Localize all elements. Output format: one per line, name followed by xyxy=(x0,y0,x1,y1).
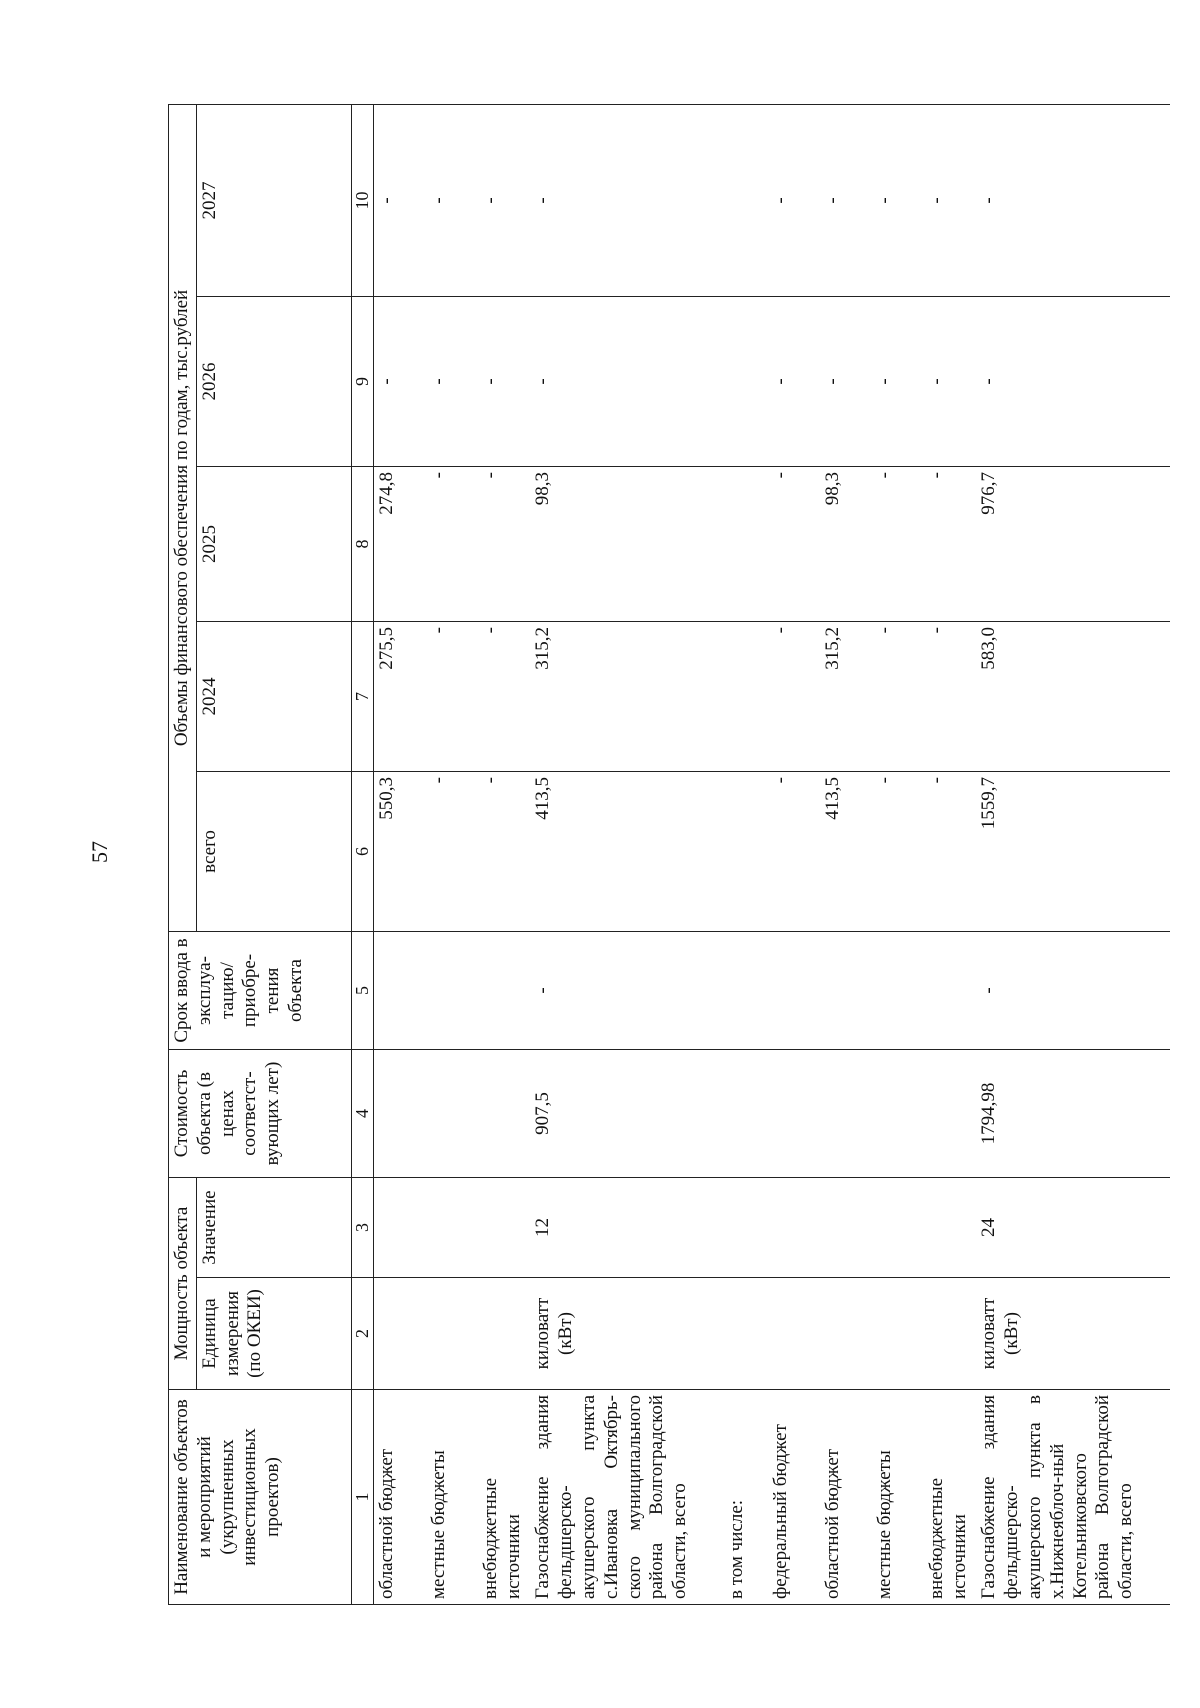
row-name: областной бюджет xyxy=(820,1390,872,1605)
row-term xyxy=(478,932,530,1050)
table-container xyxy=(168,105,1198,1605)
row-2025: - xyxy=(478,467,530,622)
header-total: всего xyxy=(196,772,351,932)
row-value xyxy=(924,1178,976,1278)
row-value: 24 xyxy=(976,1178,1170,1278)
row-name: в том числе: xyxy=(724,1390,768,1605)
row-2024: 275,5 xyxy=(374,622,427,772)
column-number: 4 xyxy=(351,1050,374,1178)
row-cost xyxy=(478,1050,530,1178)
table-row xyxy=(724,105,768,1605)
row-value xyxy=(426,1178,478,1278)
row-2027 xyxy=(724,105,768,297)
row-value xyxy=(374,1178,427,1278)
header-cost: Стоимость объекта (в ценах соответст-вующих лет) xyxy=(169,1050,352,1178)
page-number: 57 xyxy=(87,841,112,863)
row-term xyxy=(426,932,478,1050)
row-total: 413,5 xyxy=(530,772,724,932)
row-term xyxy=(768,932,820,1050)
row-2027: - xyxy=(530,105,724,297)
table-row xyxy=(530,105,724,1605)
header-value: Значение xyxy=(196,1178,351,1278)
row-total: - xyxy=(924,772,976,932)
row-cost xyxy=(426,1050,478,1178)
row-2024: 583,0 xyxy=(976,622,1170,772)
row-2024: 315,2 xyxy=(530,622,724,772)
row-total: 550,3 xyxy=(374,772,427,932)
row-term xyxy=(374,932,427,1050)
row-2025: - xyxy=(924,467,976,622)
row-name: местные бюджеты xyxy=(426,1390,478,1605)
row-2027: - xyxy=(820,105,872,297)
row-name: внебюджетные источники xyxy=(924,1390,976,1605)
row-2027: - xyxy=(478,105,530,297)
row-name: федеральный бюджет xyxy=(768,1390,820,1605)
row-term: - xyxy=(530,932,724,1050)
row-2027: - xyxy=(976,105,1170,297)
row-term xyxy=(820,932,872,1050)
column-number: 8 xyxy=(351,467,374,622)
row-unit xyxy=(924,1278,976,1390)
header-year-2024: 2024 xyxy=(196,622,351,772)
row-2024: - xyxy=(768,622,820,772)
row-unit: киловатт (кВт) xyxy=(530,1278,724,1390)
row-unit xyxy=(478,1278,530,1390)
row-2026: - xyxy=(924,297,976,467)
header-unit: Единица измерения (по ОКЕИ) xyxy=(196,1278,351,1390)
row-cost xyxy=(724,1050,768,1178)
row-2025: 98,3 xyxy=(530,467,724,622)
row-unit xyxy=(426,1278,478,1390)
row-cost: 907,5 xyxy=(530,1050,724,1178)
row-cost xyxy=(820,1050,872,1178)
header-year-2026: 2026 xyxy=(196,297,351,467)
header-row-1 xyxy=(169,105,197,1605)
table-body xyxy=(351,105,1170,1605)
row-total: - xyxy=(768,772,820,932)
row-2025: 274,8 xyxy=(374,467,427,622)
header-power-group: Мощность объекта xyxy=(169,1178,197,1390)
row-2026: - xyxy=(374,297,427,467)
row-2025: 98,3 xyxy=(820,467,872,622)
row-2026: - xyxy=(426,297,478,467)
header-term: Срок ввода в эксплуа-тацию/ приобре-тения объекта xyxy=(169,932,352,1050)
column-number: 7 xyxy=(351,622,374,772)
row-2024: - xyxy=(478,622,530,772)
row-value xyxy=(872,1178,924,1278)
row-term xyxy=(724,932,768,1050)
row-term: - xyxy=(976,932,1170,1050)
row-total: 1559,7 xyxy=(976,772,1170,932)
row-2027: - xyxy=(872,105,924,297)
header-year-2025: 2025 xyxy=(196,467,351,622)
row-term xyxy=(924,932,976,1050)
row-2026 xyxy=(724,297,768,467)
header-row-2 xyxy=(196,105,351,1605)
row-total: - xyxy=(478,772,530,932)
row-unit xyxy=(724,1278,768,1390)
row-2026: - xyxy=(478,297,530,467)
row-name: местные бюджеты xyxy=(872,1390,924,1605)
header-year-2027: 2027 xyxy=(196,105,351,297)
row-cost xyxy=(374,1050,427,1178)
table-row xyxy=(768,105,820,1605)
row-total: 413,5 xyxy=(820,772,872,932)
row-value xyxy=(724,1178,768,1278)
row-2027: - xyxy=(924,105,976,297)
row-name: внебюджетные источники xyxy=(478,1390,530,1605)
column-numbers-row xyxy=(351,105,374,1605)
table-row xyxy=(426,105,478,1605)
row-2024 xyxy=(724,622,768,772)
row-2026: - xyxy=(530,297,724,467)
table-row xyxy=(478,105,530,1605)
row-2027: - xyxy=(374,105,427,297)
row-unit xyxy=(820,1278,872,1390)
row-total xyxy=(724,772,768,932)
column-number: 5 xyxy=(351,932,374,1050)
row-2026: - xyxy=(820,297,872,467)
header-finance-group: Объемы финансового обеспечения по годам, тыс.рублей xyxy=(169,105,197,932)
row-cost xyxy=(872,1050,924,1178)
row-2026: - xyxy=(976,297,1170,467)
row-value: 12 xyxy=(530,1178,724,1278)
row-2024: 315,2 xyxy=(820,622,872,772)
row-2025: - xyxy=(426,467,478,622)
table-row xyxy=(924,105,976,1605)
row-value xyxy=(768,1178,820,1278)
row-term xyxy=(872,932,924,1050)
row-total: - xyxy=(872,772,924,932)
row-2026: - xyxy=(768,297,820,467)
row-cost xyxy=(768,1050,820,1178)
row-total: - xyxy=(426,772,478,932)
row-2025: - xyxy=(872,467,924,622)
row-2027: - xyxy=(768,105,820,297)
table-row xyxy=(872,105,924,1605)
table-row xyxy=(374,105,427,1605)
row-2025 xyxy=(724,467,768,622)
row-name: областной бюджет xyxy=(374,1390,427,1605)
row-2024: - xyxy=(924,622,976,772)
row-name: Газоснабжение здания фельдшерско-акушерского пункта с.Ивановка Октябрь-ского муниципального района Волгоградской области, всего xyxy=(530,1390,724,1605)
row-2024: - xyxy=(426,622,478,772)
column-number: 2 xyxy=(351,1278,374,1390)
row-2025: - xyxy=(768,467,820,622)
row-2027: - xyxy=(426,105,478,297)
column-number: 6 xyxy=(351,772,374,932)
row-value xyxy=(478,1178,530,1278)
row-2024: - xyxy=(872,622,924,772)
table-row xyxy=(976,105,1170,1605)
table-row xyxy=(820,105,872,1605)
column-number: 3 xyxy=(351,1178,374,1278)
row-unit xyxy=(374,1278,427,1390)
row-unit xyxy=(872,1278,924,1390)
financing-table xyxy=(168,104,1170,1605)
column-number: 10 xyxy=(351,105,374,297)
row-2026: - xyxy=(872,297,924,467)
header-name: Наименование объектов и мероприятий (укрупненных инвестиционных проектов) xyxy=(169,1390,352,1605)
row-cost: 1794,98 xyxy=(976,1050,1170,1178)
row-2025: 976,7 xyxy=(976,467,1170,622)
column-number: 9 xyxy=(351,297,374,467)
row-unit xyxy=(768,1278,820,1390)
row-value xyxy=(820,1178,872,1278)
row-cost xyxy=(924,1050,976,1178)
column-number: 1 xyxy=(351,1390,374,1605)
row-unit: киловатт (кВт) xyxy=(976,1278,1170,1390)
row-name: Газоснабжение здания фельдшерско-акушерского пункта в х.Нижнеяблоч-ный Котельниковского района Волгоградской области, всего xyxy=(976,1390,1170,1605)
